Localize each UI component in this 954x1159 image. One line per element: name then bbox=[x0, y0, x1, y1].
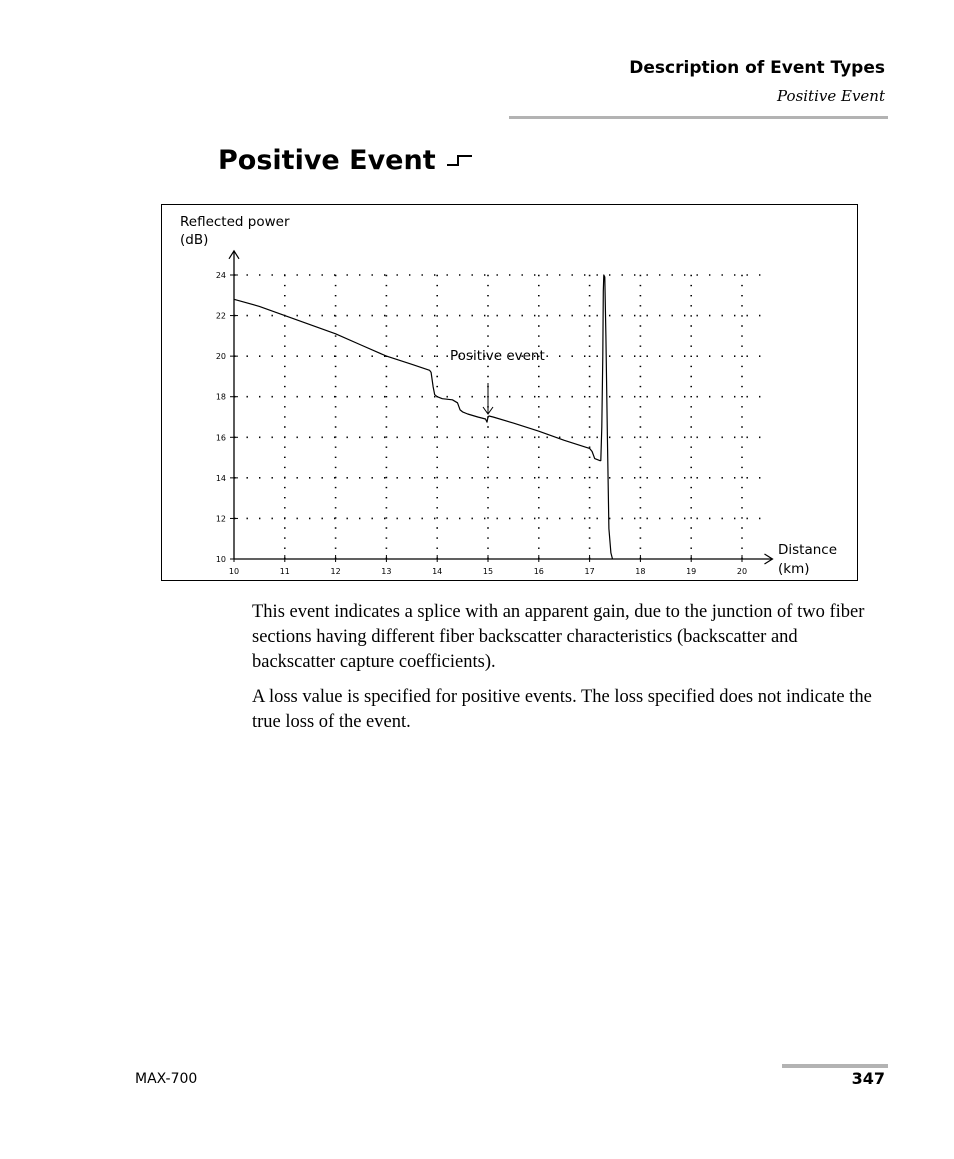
y-tick-label-10: 10 bbox=[215, 555, 226, 564]
section-title-text: Positive Event bbox=[218, 145, 436, 176]
positive-step-icon bbox=[446, 145, 474, 176]
grid-layer bbox=[234, 271, 764, 559]
x-tick-label-11: 11 bbox=[279, 567, 290, 576]
y-tick-label-24: 24 bbox=[215, 271, 226, 280]
x-tick-label-14: 14 bbox=[432, 567, 443, 576]
x-axis-label-line2: (km) bbox=[778, 561, 810, 577]
page-number: 347 bbox=[851, 1069, 885, 1088]
chapter-title: Description of Event Types bbox=[629, 58, 885, 78]
x-tick-label-18: 18 bbox=[635, 567, 646, 576]
x-tick-label-13: 13 bbox=[381, 567, 392, 576]
x-axis-label-line1: Distance bbox=[778, 542, 838, 558]
paragraph-1: This event indicates a splice with an apparent gain, due to the junction of two fiber sections having different fiber backscatter characteristics (backscatter and backscatter capture coefficients). bbox=[252, 602, 865, 672]
y-axis-label-line2: (dB) bbox=[180, 232, 209, 248]
x-tick-label-17: 17 bbox=[584, 567, 595, 576]
figure-frame bbox=[161, 204, 858, 581]
y-tick-label-22: 22 bbox=[215, 311, 226, 321]
x-tick-label-20: 20 bbox=[736, 567, 748, 576]
y-tick-label-16: 16 bbox=[215, 433, 226, 443]
x-tick-label-12: 12 bbox=[330, 567, 341, 576]
x-tick-label-16: 16 bbox=[533, 567, 544, 576]
y-tick-label-18: 18 bbox=[215, 392, 226, 402]
x-tick-label-10: 10 bbox=[228, 567, 240, 576]
product-name: MAX-700 bbox=[135, 1071, 198, 1087]
y-axis-label-line1: Reflected power bbox=[180, 214, 290, 230]
positive-event-annotation: Positive event bbox=[450, 348, 545, 364]
y-tick-label-20: 20 bbox=[215, 352, 226, 362]
ticks-layer bbox=[216, 271, 747, 576]
x-tick-label-19: 19 bbox=[686, 567, 697, 576]
otdr-trace-chart bbox=[162, 205, 856, 579]
header-rule bbox=[509, 116, 888, 119]
x-tick-label-15: 15 bbox=[482, 567, 494, 576]
paragraph-2: A loss value is specified for positive events. The loss specified does not indicate the true loss of the event. bbox=[252, 687, 872, 732]
footer-rule bbox=[782, 1064, 888, 1068]
section-heading bbox=[218, 145, 474, 176]
annotation-layer bbox=[180, 214, 837, 577]
y-tick-label-12: 12 bbox=[215, 514, 226, 524]
section-subtitle: Positive Event bbox=[777, 87, 885, 105]
y-tick-label-14: 14 bbox=[215, 473, 226, 483]
trace-line-0 bbox=[234, 275, 613, 559]
series-layer bbox=[234, 275, 613, 559]
